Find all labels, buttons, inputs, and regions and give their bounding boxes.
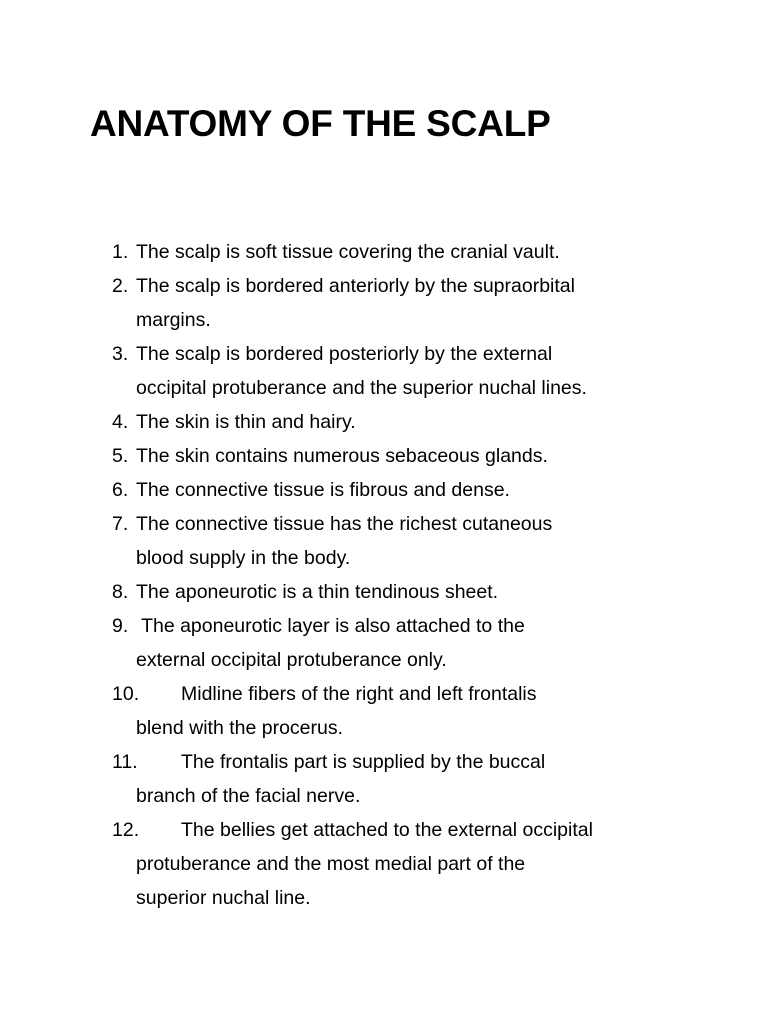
list-number: 3. [112,343,129,365]
list-item [112,677,712,745]
list-text: occipital protuberance and the superior nuchal lines. [136,377,587,399]
list-text: The bellies get attached to the external occipital [181,819,593,841]
list-text: The frontalis part is supplied by the buccal [181,751,546,773]
list-item [112,609,712,677]
list-text: The skin contains numerous sebaceous glands. [136,445,548,467]
list-text: The connective tissue has the richest cutaneous [136,513,553,535]
list-text: superior nuchal line. [136,887,311,909]
list-item [112,473,712,507]
list-text: The connective tissue is fibrous and dense. [136,479,510,501]
list-number: 5. [112,445,129,467]
list-item [112,575,712,609]
list-item [112,235,712,269]
list-text: Midline fibers of the right and left frontalis [181,683,537,705]
list-number: 12. [112,819,140,841]
list-number: 2. [112,275,129,297]
list-text: protuberance and the most medial part of the [136,853,526,875]
list-item [112,405,712,439]
list-number: 8. [112,581,129,603]
list-item [112,507,712,575]
list-text: The scalp is bordered anteriorly by the supraorbital [136,275,575,297]
list-text: external occipital protuberance only. [136,649,447,671]
list-number: 11. [112,751,138,773]
list-text: blood supply in the body. [136,547,351,569]
page-title: ANATOMY OF THE SCALP [90,103,551,144]
list-text: branch of the facial nerve. [136,785,361,807]
list-item [112,813,712,915]
list-text: The aponeurotic layer is also attached to the [136,615,525,637]
list-text: The scalp is bordered posteriorly by the external [136,343,553,365]
list-item [112,269,712,337]
list-text: The scalp is soft tissue covering the cranial vault. [136,241,560,263]
list-text: The aponeurotic is a thin tendinous sheet. [136,581,499,603]
list-number: 1. [112,241,129,263]
list-text: blend with the procerus. [136,717,344,739]
list-item [112,337,712,405]
list-number: 7. [112,513,129,535]
list-item [112,745,712,813]
list-number: 9. [112,615,129,637]
list-number: 10. [112,683,140,705]
list-number: 6. [112,479,129,501]
list-item [112,439,712,473]
numbered-list [112,235,712,915]
list-number: 4. [112,411,129,433]
list-text: The skin is thin and hairy. [136,411,356,433]
list-text: margins. [136,309,211,331]
